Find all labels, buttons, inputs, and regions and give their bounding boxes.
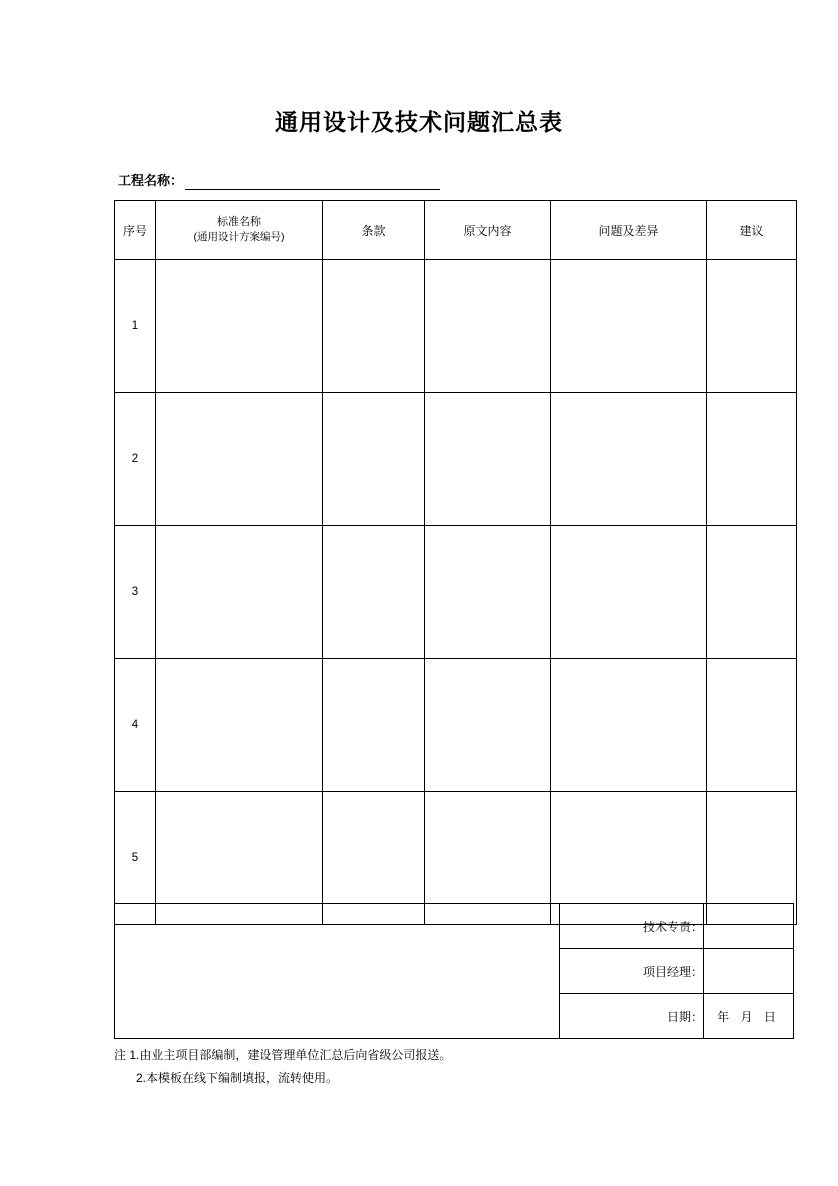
- header-article: 条款: [323, 201, 425, 260]
- row-standard-name[interactable]: [156, 393, 323, 526]
- row-standard-name[interactable]: [156, 659, 323, 792]
- row-index: 1: [115, 260, 156, 393]
- row-suggestion[interactable]: [707, 260, 797, 393]
- header-suggestion: 建议: [707, 201, 797, 260]
- row-suggestion[interactable]: [707, 659, 797, 792]
- table-row: [115, 659, 797, 792]
- signature-blank-area: [115, 904, 560, 1039]
- row-problem-difference[interactable]: [551, 526, 707, 659]
- project-manager-label: 项目经理：: [560, 949, 704, 994]
- row-original-content[interactable]: [425, 659, 551, 792]
- row-original-content[interactable]: [425, 393, 551, 526]
- row-index: 5: [115, 792, 156, 925]
- row-problem-difference[interactable]: [551, 393, 707, 526]
- date-label: 日期：: [560, 994, 704, 1039]
- header-original-content: 原文内容: [425, 201, 551, 260]
- table-row: [115, 260, 797, 393]
- row-suggestion[interactable]: [707, 393, 797, 526]
- project-name-line: [118, 170, 440, 190]
- header-standard-name: [156, 201, 323, 260]
- signature-table: [114, 903, 794, 1039]
- project-name-label: 工程名称：: [118, 173, 184, 188]
- table-header-row: [115, 201, 797, 260]
- table-row: [115, 393, 797, 526]
- issues-table: [114, 200, 797, 925]
- header-problem-difference: 问题及差异: [551, 201, 707, 260]
- footer-notes: [114, 1044, 814, 1090]
- row-suggestion[interactable]: [707, 526, 797, 659]
- row-index: 2: [115, 393, 156, 526]
- signature-row-tech: [115, 904, 794, 949]
- table-row: [115, 526, 797, 659]
- row-problem-difference[interactable]: [551, 659, 707, 792]
- row-problem-difference[interactable]: [551, 260, 707, 393]
- row-index: 3: [115, 526, 156, 659]
- project-name-input[interactable]: [185, 174, 440, 190]
- project-manager-value[interactable]: [704, 949, 794, 994]
- note-line-1: 注 1.由业主项目部编制，建设管理单位汇总后向省级公司报送。: [114, 1048, 452, 1062]
- row-article[interactable]: [323, 659, 425, 792]
- row-article[interactable]: [323, 526, 425, 659]
- header-index: 序号: [115, 201, 156, 260]
- header-standard-name-line1: 标准名称: [217, 216, 261, 229]
- row-original-content[interactable]: [425, 526, 551, 659]
- row-article[interactable]: [323, 260, 425, 393]
- tech-responsible-value[interactable]: [704, 904, 794, 949]
- page-title: 通用设计及技术问题汇总表: [275, 109, 563, 135]
- note-line-2: 2.本模板在线下编制填报，流转使用。: [136, 1070, 339, 1085]
- row-index: 4: [115, 659, 156, 792]
- date-value[interactable]: 年 月 日: [704, 994, 794, 1039]
- row-article[interactable]: [323, 393, 425, 526]
- tech-responsible-label: 技术专责：: [560, 904, 704, 949]
- row-original-content[interactable]: [425, 260, 551, 393]
- header-standard-name-line2: (通用设计方案编号): [193, 231, 285, 244]
- row-standard-name[interactable]: [156, 260, 323, 393]
- row-standard-name[interactable]: [156, 526, 323, 659]
